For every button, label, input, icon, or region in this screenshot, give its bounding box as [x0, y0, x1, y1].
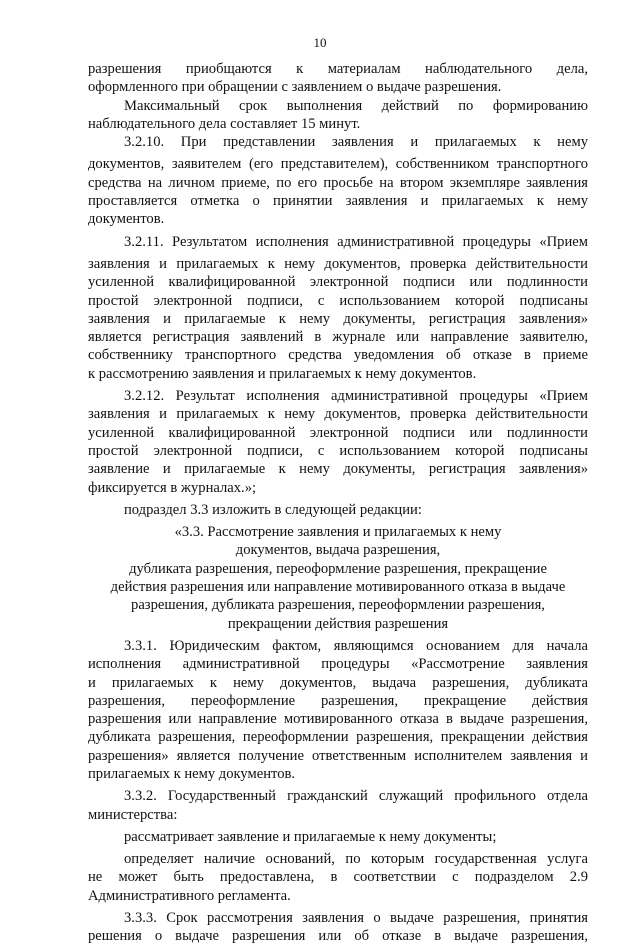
text-line: к рассмотрению заявления и прилагаемых к нему документов. [88, 365, 477, 382]
text-line: «3.3. Рассмотрение заявления и прилагаемых к нему [174, 524, 502, 541]
text-line: министерства: [88, 806, 178, 823]
text-line: документов, выдача разрешения, [235, 542, 441, 559]
text-line: дубликата разрешения, переоформление разрешения, прекращение [129, 560, 547, 577]
text-line: разрешения, дубликата разрешения, переоформлении разрешения, [131, 597, 545, 614]
text-line: простой электронной подписи, с использованием которой подписаны [88, 292, 588, 309]
text-line: усиленной квалифицированной электронной подписи или подлинности [88, 274, 588, 291]
text-line: заявления и прилагаемые к нему документы, регистрация заявления» [88, 310, 588, 327]
text-line: определяет наличие оснований, по которым государственная услуга [124, 851, 588, 868]
text-line: собственнику транспортного средства уведомления об отказе в приеме [88, 347, 588, 364]
text-line: разрешения» является получение ответственным исполнителем заявления и [88, 747, 588, 764]
text-line: средства на личном приеме, по его просьбе на втором экземпляре заявления [88, 174, 588, 191]
text-line: исполнения административной процедуры «Рассмотрение заявления [88, 656, 588, 673]
text-line: Административного регламента. [88, 887, 291, 904]
text-line: подраздел 3.3 изложить в следующей редакции: [124, 501, 422, 518]
text-line: является регистрация заявлений в журнале или направление заявителю, [88, 329, 588, 346]
text-line: не может быть предоставлена, в соответствии с подразделом 2.9 [88, 869, 588, 886]
page-number: 10 [313, 35, 327, 50]
text-line: фиксируется в журналах.»; [88, 479, 257, 496]
text-line: оформленного при обращении с заявлением о выдаче разрешения. [88, 79, 502, 96]
text-line: наблюдательного дела составляет 15 минут. [88, 115, 361, 132]
text-line: разрешения приобщаются к материалам наблюдательного дела, [88, 61, 588, 77]
text-line: разрешения, переоформление разрешения, прекращение действия [88, 692, 588, 709]
text-line: документов. [88, 211, 165, 228]
text-line: проставляется отметка о принятии заявления и прилагаемых к нему [88, 193, 588, 210]
text-line: 3.2.10. При представлении заявления и прилагаемых к нему [124, 134, 588, 151]
text-line: 3.2.11. Результатом исполнения административной процедуры «Прием [124, 233, 588, 250]
text-line: 3.3.3. Срок рассмотрения заявления о выдаче разрешения, принятия [124, 910, 588, 927]
text-line: заявление и прилагаемые к нему документы, регистрация заявления» [88, 461, 588, 478]
text-line: документов, заявителем (его представителем), собственником транспортного [88, 156, 588, 173]
text-line: заявления и прилагаемых к нему документов, проверка действительности [88, 255, 588, 272]
text-line: прилагаемых к нему документов. [88, 765, 296, 782]
text-line: дубликата разрешения, переоформлении разрешения, прекращении действия [88, 729, 588, 746]
text-line: прекращении действия разрешения [227, 615, 449, 632]
text-line: 3.3.1. Юридическим фактом, являющимся основанием для начала [124, 637, 588, 654]
text-line: решения о выдаче разрешения или об отказе в выдаче разрешения, [88, 928, 588, 945]
text-line: Максимальный срок выполнения действий по формированию [124, 97, 588, 114]
document-body [88, 60, 588, 946]
text-line: усиленной квалифицированной электронной подписи или подлинности [88, 424, 588, 441]
text-line: 3.3.2. Государственный гражданский служащий профильного отдела [124, 788, 588, 805]
text-line: простой электронной подписи, с использованием которой подписаны [88, 442, 588, 459]
text-line: рассматривает заявление и прилагаемые к нему документы; [124, 828, 497, 845]
text-line: разрешения или направление мотивированного отказа в выдаче разрешения, [88, 711, 588, 728]
text-line: 3.2.12. Результат исполнения административной процедуры «Прием [124, 388, 588, 405]
text-line: и прилагаемых к нему документов, выдача разрешения, дубликата [88, 674, 588, 691]
text-line: заявления и прилагаемых к нему документов, проверка действительности [88, 406, 588, 423]
text-line: действия разрешения или направление мотивированного отказа в выдаче [110, 579, 566, 596]
